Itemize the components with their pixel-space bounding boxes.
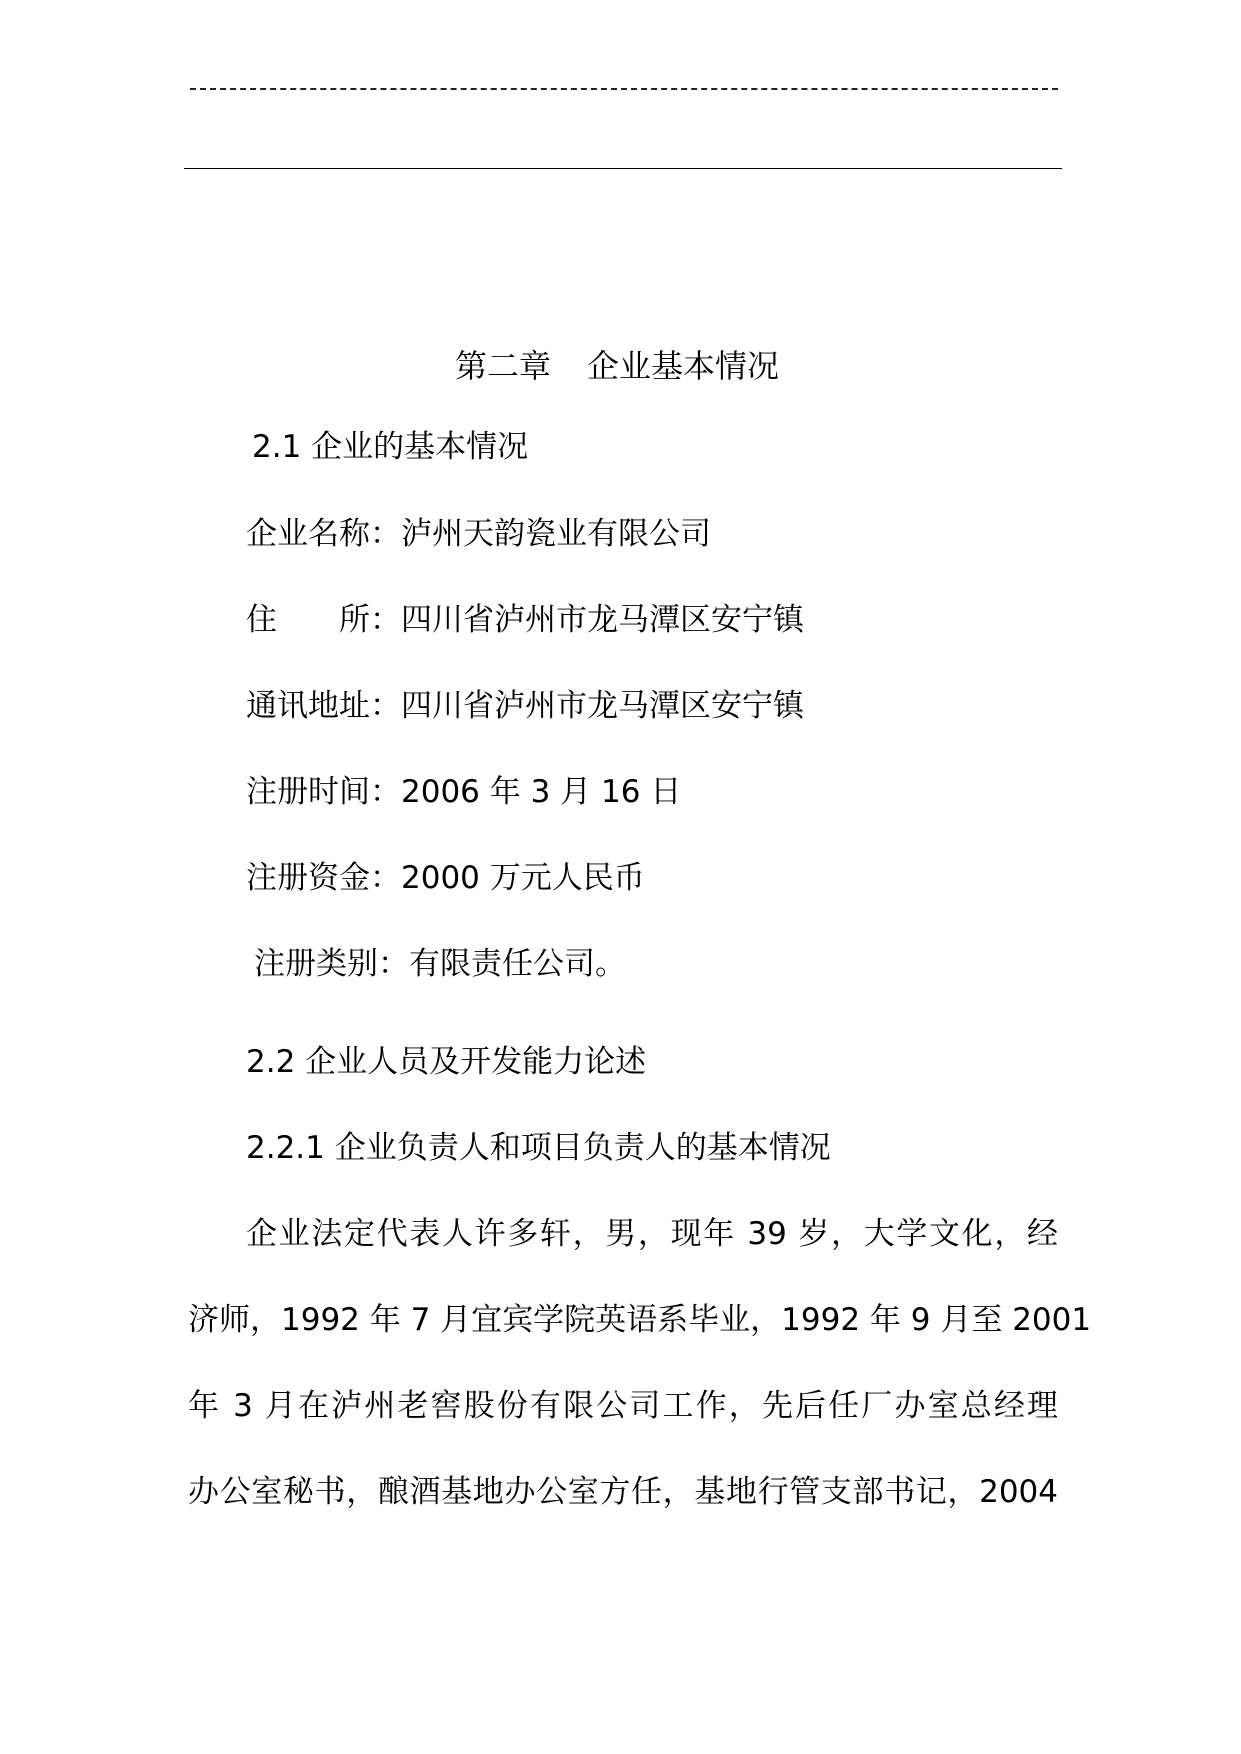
field-label: 注册时间： (246, 774, 401, 810)
field-value: 有限责任公司。 (409, 946, 626, 982)
field-label-last: 所： (339, 602, 401, 638)
field-registration-date (246, 772, 681, 812)
paragraph-line-3: 年 3 月在泸州老窖股份有限公司工作，先后任厂办室总经理 (188, 1388, 1058, 1424)
paragraph-line-1: 企业法定代表人许多轩，男，现年 39 岁，大学文化，经 (246, 1216, 1058, 1252)
section-2-2-heading: 2.2 企业人员及开发能力论述 (246, 1044, 647, 1080)
header-solid-rule (184, 168, 1062, 169)
field-label: 企业名称： (246, 516, 401, 552)
section-2-2-1-heading: 2.2.1 企业负责人和项目负责人的基本情况 (246, 1130, 831, 1166)
field-address (246, 600, 804, 640)
paragraph-line-4: 办公室秘书，酿酒基地办公室方任，基地行管支部书记，2004 (188, 1474, 1058, 1510)
field-value: 2000 万元人民币 (401, 860, 645, 896)
field-registered-capital (246, 858, 645, 898)
field-label: 注册资金： (246, 860, 401, 896)
chapter-name: 企业基本情况 (587, 347, 780, 385)
paragraph-line-2: 济师，1992 年 7 月宜宾学院英语系毕业，1992 年 9 月至 2001 (188, 1302, 1092, 1338)
field-value: 2006 年 3 月 16 日 (401, 774, 682, 810)
field-value: 泸州天韵瓷业有限公司 (401, 516, 711, 552)
chapter-title (455, 346, 779, 386)
field-registration-type (254, 944, 626, 984)
section-2-1-heading: 2.1 企业的基本情况 (252, 429, 529, 465)
field-value: 四川省泸州市龙马潭区安宁镇 (401, 688, 804, 724)
field-label: 注册类别： (254, 946, 409, 982)
header-dashed-rule (190, 88, 1058, 90)
field-mailing-address (246, 686, 804, 726)
field-label: 通讯地址： (246, 688, 401, 724)
field-label-first: 住 (246, 602, 277, 638)
chapter-number: 第二章 (455, 347, 552, 385)
field-company-name (246, 514, 711, 554)
field-value: 四川省泸州市龙马潭区安宁镇 (401, 602, 804, 638)
